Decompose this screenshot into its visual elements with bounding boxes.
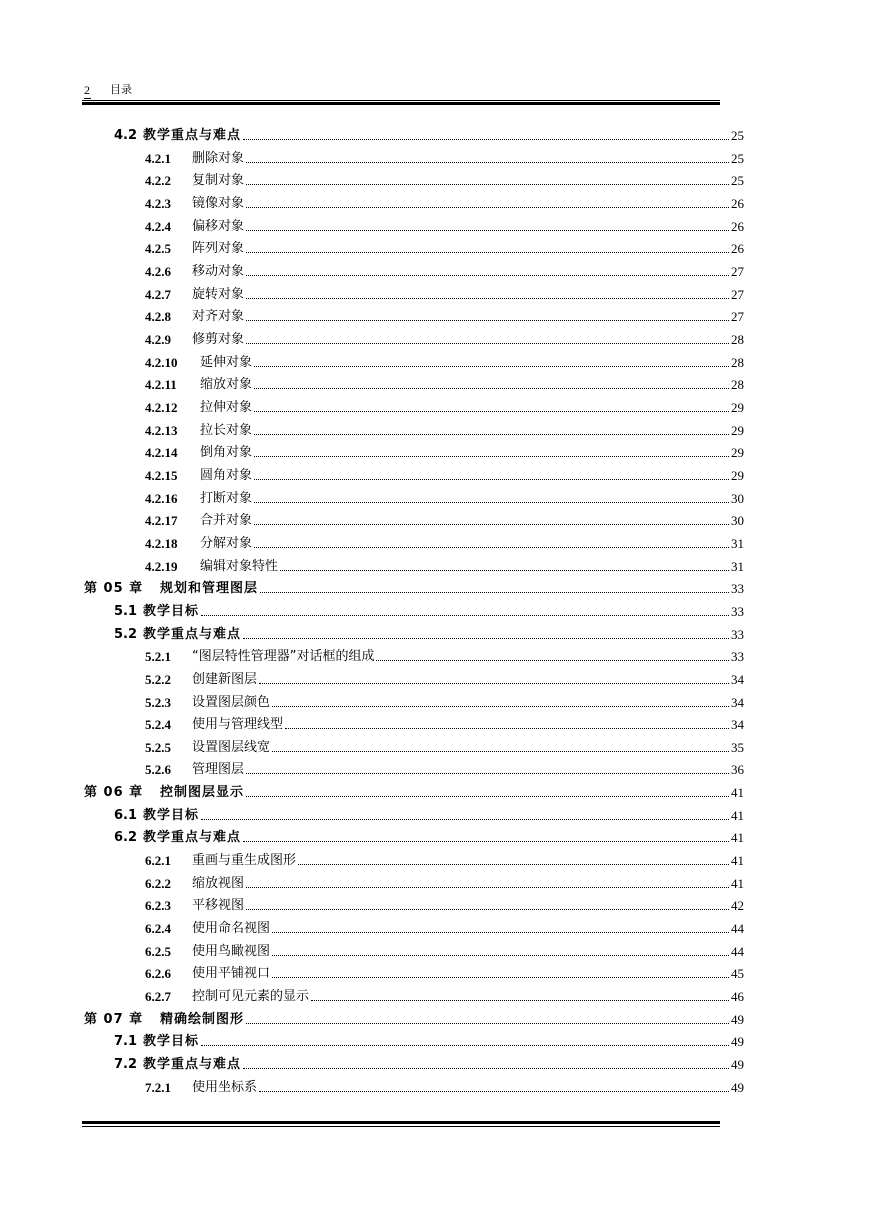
toc-entry[interactable] bbox=[145, 691, 744, 711]
toc-entry-title: 教学目标 bbox=[143, 808, 200, 823]
toc-entry-title: 设置图层颜色 bbox=[192, 695, 271, 710]
toc-entry-title: 打断对象 bbox=[200, 491, 253, 506]
toc-entry-number: 4.2 bbox=[114, 128, 138, 143]
toc-entry-number: 第 05 章 bbox=[84, 581, 144, 596]
toc-entry[interactable] bbox=[114, 1053, 744, 1073]
toc-entry[interactable] bbox=[145, 713, 744, 733]
toc-dot-leader bbox=[243, 138, 729, 140]
toc-entry-page: 45 bbox=[731, 966, 744, 981]
toc-entry-title: 教学目标 bbox=[143, 1034, 200, 1049]
toc-entry-page: 49 bbox=[731, 1057, 744, 1072]
toc-entry[interactable] bbox=[145, 373, 744, 393]
toc-entry-title: 控制图层显示 bbox=[160, 785, 245, 800]
toc-dot-leader bbox=[272, 976, 729, 978]
toc-entry-page: 46 bbox=[731, 989, 744, 1004]
toc-entry-title: 教学重点与难点 bbox=[143, 128, 242, 143]
toc-entry[interactable] bbox=[145, 147, 744, 167]
toc-entry-page: 27 bbox=[731, 264, 744, 279]
toc-entry-title: 编辑对象特性 bbox=[200, 559, 279, 574]
toc-dot-leader bbox=[260, 591, 729, 593]
toc-entry-title: 使用鸟瞰视图 bbox=[192, 944, 271, 959]
toc-entry-page: 29 bbox=[731, 445, 744, 460]
toc-entry-page: 25 bbox=[731, 128, 744, 143]
toc-entry-page: 27 bbox=[731, 287, 744, 302]
toc-entry[interactable] bbox=[145, 328, 744, 348]
toc-entry-number: 6.2.1 bbox=[145, 853, 171, 868]
toc-dot-leader bbox=[243, 637, 729, 639]
toc-entry[interactable] bbox=[145, 487, 744, 507]
toc-entry-number: 4.2.2 bbox=[145, 173, 171, 188]
toc-entry-number: 4.2.12 bbox=[145, 400, 178, 415]
toc-entry[interactable] bbox=[145, 237, 744, 257]
toc-dot-leader bbox=[298, 863, 729, 865]
toc-entry-number: 7.2 bbox=[114, 1057, 138, 1072]
toc-entry-number: 4.2.8 bbox=[145, 309, 171, 324]
toc-entry-page: 29 bbox=[731, 423, 744, 438]
toc-entry-page: 33 bbox=[731, 581, 744, 596]
toc-entry[interactable] bbox=[114, 600, 744, 620]
toc-dot-leader bbox=[243, 840, 729, 842]
toc-entry-number: 6.2 bbox=[114, 830, 138, 845]
toc-entry[interactable] bbox=[145, 260, 744, 280]
toc-entry-number: 5.2.2 bbox=[145, 672, 171, 687]
toc-entry-number: 6.2.3 bbox=[145, 898, 171, 913]
toc-entry-title: 使用与管理线型 bbox=[192, 717, 284, 732]
toc-dot-leader bbox=[246, 342, 729, 344]
toc-entry[interactable] bbox=[145, 464, 744, 484]
toc-entry-page: 27 bbox=[731, 309, 744, 324]
toc-entry-number: 4.2.7 bbox=[145, 287, 171, 302]
toc-entry-number: 4.2.4 bbox=[145, 219, 171, 234]
toc-entry-title: 设置图层线宽 bbox=[192, 740, 271, 755]
toc-entry-title: 延伸对象 bbox=[200, 355, 253, 370]
toc-entry-title: 缩放视图 bbox=[192, 876, 245, 891]
toc-entry-number: 4.2.10 bbox=[145, 355, 178, 370]
toc-entry-title: 创建新图层 bbox=[192, 672, 258, 687]
toc-dot-leader bbox=[259, 1090, 729, 1092]
toc-entry[interactable] bbox=[114, 124, 744, 144]
toc-entry-page: 34 bbox=[731, 695, 744, 710]
toc-entry-title: 控制可见元素的显示 bbox=[192, 989, 310, 1004]
toc-entry[interactable] bbox=[145, 283, 744, 303]
toc-entry[interactable] bbox=[145, 894, 744, 914]
toc-entry-number: 6.2.6 bbox=[145, 966, 171, 981]
toc-dot-leader bbox=[243, 1067, 729, 1069]
toc-entry-page: 49 bbox=[731, 1012, 744, 1027]
toc-entry-number: 4.2.14 bbox=[145, 445, 178, 460]
toc-entry-number: 第 07 章 bbox=[84, 1012, 144, 1027]
toc-entry-page: 49 bbox=[731, 1080, 744, 1095]
toc-entry[interactable] bbox=[145, 940, 744, 960]
toc-entry-number: 5.2.1 bbox=[145, 649, 171, 664]
toc-entry-title: 旋转对象 bbox=[192, 287, 245, 302]
toc-entry[interactable] bbox=[84, 1008, 744, 1028]
toc-entry[interactable] bbox=[145, 736, 744, 756]
toc-entry-title: 精确绘制图形 bbox=[160, 1012, 245, 1027]
toc-entry-page: 49 bbox=[731, 1034, 744, 1049]
toc-dot-leader bbox=[246, 251, 729, 253]
toc-dot-leader bbox=[246, 908, 729, 910]
toc-entry-page: 33 bbox=[731, 604, 744, 619]
toc-entry-number: 4.2.9 bbox=[145, 332, 171, 347]
header-rule-thick bbox=[82, 102, 720, 105]
toc-entry[interactable] bbox=[145, 555, 744, 575]
toc-dot-leader bbox=[246, 795, 729, 797]
toc-entry-title: “图层特性管理器”对话框的组成 bbox=[192, 649, 375, 664]
toc-entry-number: 4.2.3 bbox=[145, 196, 171, 211]
header-title: 目录 bbox=[110, 83, 132, 96]
toc-dot-leader bbox=[201, 614, 729, 616]
toc-entry-title: 使用坐标系 bbox=[192, 1080, 258, 1095]
toc-entry[interactable] bbox=[145, 917, 744, 937]
toc-entry-title: 移动对象 bbox=[192, 264, 245, 279]
toc-entry-page: 29 bbox=[731, 400, 744, 415]
toc-dot-leader bbox=[285, 727, 729, 729]
toc-entry-number: 6.1 bbox=[114, 808, 138, 823]
toc-entry-title: 教学重点与难点 bbox=[143, 1057, 242, 1072]
toc-entry-title: 缩放对象 bbox=[200, 377, 253, 392]
toc-entry-number: 4.2.5 bbox=[145, 241, 171, 256]
toc-entry-title: 对齐对象 bbox=[192, 309, 245, 324]
toc-entry-title: 复制对象 bbox=[192, 173, 245, 188]
toc-entry-number: 6.2.4 bbox=[145, 921, 171, 936]
toc-entry-title: 圆角对象 bbox=[200, 468, 253, 483]
toc-entry-number: 4.2.19 bbox=[145, 559, 178, 574]
toc-dot-leader bbox=[272, 931, 729, 933]
toc-entry-number: 第 06 章 bbox=[84, 785, 144, 800]
toc-entry-title: 偏移对象 bbox=[192, 219, 245, 234]
toc-entry-title: 重画与重生成图形 bbox=[192, 853, 297, 868]
toc-entry-page: 41 bbox=[731, 853, 744, 868]
toc-dot-leader bbox=[246, 319, 729, 321]
toc-dot-leader bbox=[272, 954, 729, 956]
toc-entry-page: 41 bbox=[731, 785, 744, 800]
toc-entry-page: 44 bbox=[731, 944, 744, 959]
toc-entry[interactable] bbox=[145, 419, 744, 439]
toc-entry-page: 29 bbox=[731, 468, 744, 483]
toc-entry-number: 4.2.18 bbox=[145, 536, 178, 551]
toc-entry[interactable] bbox=[114, 623, 744, 643]
toc-dot-leader bbox=[376, 659, 729, 661]
toc-entry-title: 分解对象 bbox=[200, 536, 253, 551]
footer-rule-thin bbox=[82, 1126, 720, 1127]
toc-entry[interactable] bbox=[145, 169, 744, 189]
toc-entry[interactable] bbox=[145, 305, 744, 325]
toc-entry-page: 25 bbox=[731, 151, 744, 166]
toc-entry[interactable] bbox=[145, 351, 744, 371]
toc-entry-number: 4.2.15 bbox=[145, 468, 178, 483]
toc-entry-number: 4.2.13 bbox=[145, 423, 178, 438]
toc-entry-page: 25 bbox=[731, 173, 744, 188]
toc-entry-number: 4.2.11 bbox=[145, 377, 177, 392]
toc-entry-number: 5.2 bbox=[114, 627, 138, 642]
toc-entry[interactable] bbox=[114, 826, 744, 846]
toc-entry[interactable] bbox=[84, 781, 744, 801]
toc-dot-leader bbox=[246, 274, 729, 276]
toc-entry-title: 使用平铺视口 bbox=[192, 966, 271, 981]
toc-entry-page: 31 bbox=[731, 536, 744, 551]
toc-entry-page: 30 bbox=[731, 491, 744, 506]
toc-entry-page: 36 bbox=[731, 762, 744, 777]
toc-entry-page: 42 bbox=[731, 898, 744, 913]
toc-dot-leader bbox=[254, 433, 729, 435]
toc-entry-number: 5.2.5 bbox=[145, 740, 171, 755]
toc-entry-title: 拉伸对象 bbox=[200, 400, 253, 415]
toc-dot-leader bbox=[254, 365, 729, 367]
toc-entry-page: 35 bbox=[731, 740, 744, 755]
toc-entry-number: 7.2.1 bbox=[145, 1080, 171, 1095]
toc-entry-page: 41 bbox=[731, 876, 744, 891]
toc-entry-number: 7.1 bbox=[114, 1034, 138, 1049]
toc-entry[interactable] bbox=[145, 509, 744, 529]
toc-entry-page: 30 bbox=[731, 513, 744, 528]
toc-entry[interactable] bbox=[145, 962, 744, 982]
toc-entry[interactable] bbox=[114, 804, 744, 824]
toc-entry-number: 6.2.2 bbox=[145, 876, 171, 891]
toc-entry-page: 41 bbox=[731, 830, 744, 845]
toc-entry-page: 26 bbox=[731, 196, 744, 211]
toc-entry-page: 33 bbox=[731, 649, 744, 664]
toc-dot-leader bbox=[254, 546, 729, 548]
toc-entry-number: 4.2.16 bbox=[145, 491, 178, 506]
toc-entry[interactable] bbox=[145, 441, 744, 461]
header-page-number: 2 bbox=[84, 83, 90, 97]
toc-dot-leader bbox=[272, 705, 729, 707]
toc-entry-title: 删除对象 bbox=[192, 151, 245, 166]
toc-entry-page: 34 bbox=[731, 717, 744, 732]
toc-entry[interactable] bbox=[145, 532, 744, 552]
toc-entry-title: 阵列对象 bbox=[192, 241, 245, 256]
toc-entry[interactable] bbox=[84, 577, 744, 597]
toc-dot-leader bbox=[254, 523, 729, 525]
toc-entry-number: 6.2.5 bbox=[145, 944, 171, 959]
toc-entry-number: 6.2.7 bbox=[145, 989, 171, 1004]
toc-entry[interactable] bbox=[145, 1076, 744, 1096]
toc-dot-leader bbox=[246, 161, 729, 163]
toc-entry-page: 31 bbox=[731, 559, 744, 574]
toc-entry[interactable] bbox=[145, 668, 744, 688]
toc-entry-title: 使用命名视图 bbox=[192, 921, 271, 936]
toc-dot-leader bbox=[254, 478, 729, 480]
toc-entry-page: 34 bbox=[731, 672, 744, 687]
toc-dot-leader bbox=[254, 410, 729, 412]
toc-dot-leader bbox=[272, 750, 729, 752]
toc-entry-page: 28 bbox=[731, 377, 744, 392]
toc-dot-leader bbox=[254, 387, 729, 389]
toc-entry[interactable] bbox=[145, 849, 744, 869]
toc-entry[interactable] bbox=[145, 985, 744, 1005]
toc-entry-number: 4.2.1 bbox=[145, 151, 171, 166]
footer-rule-thick bbox=[82, 1121, 720, 1124]
toc-dot-leader bbox=[311, 999, 729, 1001]
toc-entry[interactable] bbox=[145, 758, 744, 778]
toc-entry-title: 教学目标 bbox=[143, 604, 200, 619]
toc-entry-number: 5.1 bbox=[114, 604, 138, 619]
toc-entry-number: 5.2.3 bbox=[145, 695, 171, 710]
toc-dot-leader bbox=[246, 183, 729, 185]
toc-entry-page: 33 bbox=[731, 627, 744, 642]
toc-dot-leader bbox=[254, 455, 729, 457]
toc-entry[interactable] bbox=[145, 872, 744, 892]
toc-dot-leader bbox=[246, 886, 729, 888]
toc-entry-title: 合并对象 bbox=[200, 513, 253, 528]
toc-entry-title: 倒角对象 bbox=[200, 445, 253, 460]
toc-entry-title: 教学重点与难点 bbox=[143, 830, 242, 845]
toc-entry-number: 4.2.6 bbox=[145, 264, 171, 279]
toc-dot-leader bbox=[201, 1044, 729, 1046]
toc-entry-number: 4.2.17 bbox=[145, 513, 178, 528]
toc-dot-leader bbox=[246, 1022, 729, 1024]
toc-dot-leader bbox=[246, 772, 729, 774]
toc-entry-title: 镜像对象 bbox=[192, 196, 245, 211]
toc-entry-page: 26 bbox=[731, 219, 744, 234]
toc-entry-title: 管理图层 bbox=[192, 762, 245, 777]
toc-entry[interactable] bbox=[114, 1030, 744, 1050]
toc-entry-page: 41 bbox=[731, 808, 744, 823]
toc-entry-number: 5.2.4 bbox=[145, 717, 171, 732]
toc-entry-page: 28 bbox=[731, 332, 744, 347]
toc-entry[interactable] bbox=[145, 215, 744, 235]
toc-entry-title: 规划和管理图层 bbox=[160, 581, 259, 596]
toc-entry[interactable] bbox=[145, 645, 744, 665]
toc-dot-leader bbox=[246, 229, 729, 231]
toc-entry-page: 26 bbox=[731, 241, 744, 256]
toc-entry[interactable] bbox=[145, 396, 744, 416]
toc-dot-leader bbox=[259, 682, 729, 684]
toc-dot-leader bbox=[280, 569, 729, 571]
toc-entry-title: 平移视图 bbox=[192, 898, 245, 913]
toc-entry[interactable] bbox=[145, 192, 744, 212]
toc-entry-page: 28 bbox=[731, 355, 744, 370]
toc-entry-title: 教学重点与难点 bbox=[143, 627, 242, 642]
toc-dot-leader bbox=[254, 501, 729, 503]
toc-entry-title: 拉长对象 bbox=[200, 423, 253, 438]
header-rule-thin bbox=[82, 100, 720, 101]
toc-dot-leader bbox=[246, 297, 729, 299]
toc-entry-number: 5.2.6 bbox=[145, 762, 171, 777]
header-page-number-underline bbox=[84, 98, 91, 99]
toc-dot-leader bbox=[246, 206, 729, 208]
toc-entry-page: 44 bbox=[731, 921, 744, 936]
toc-entry-title: 修剪对象 bbox=[192, 332, 245, 347]
toc-dot-leader bbox=[201, 818, 729, 820]
